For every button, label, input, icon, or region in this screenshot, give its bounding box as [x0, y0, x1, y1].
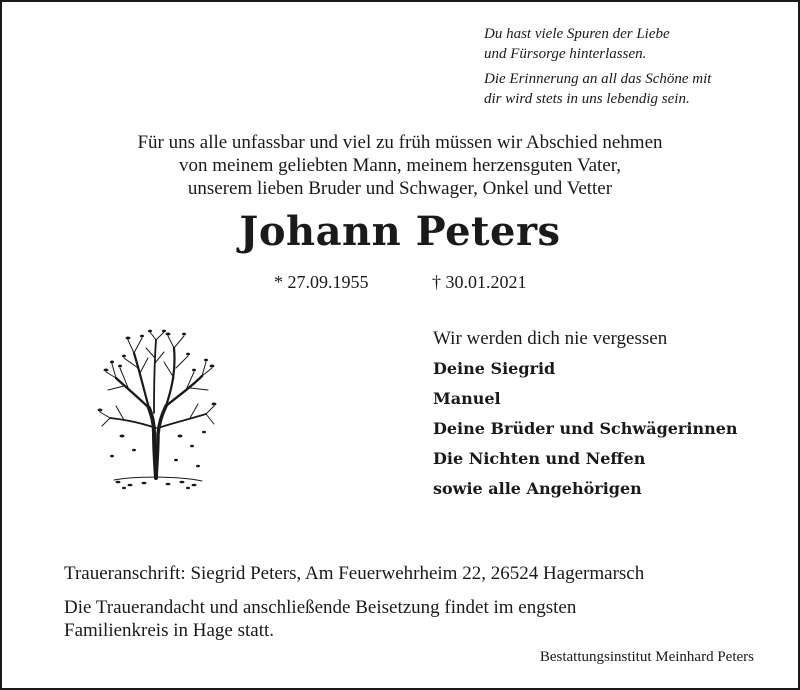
- deceased-name: Johann Peters: [239, 208, 561, 255]
- intro-line: Für uns alle unfassbar und viel zu früh müssen wir Abschied nehmen: [137, 132, 663, 153]
- birth-date: * 27.09.1955: [274, 272, 369, 292]
- memorial-poem: [484, 24, 784, 114]
- poem-line: Die Erinnerung an all das Schöne mit: [484, 71, 712, 87]
- mourner-name: sowie alle Angehörigen: [433, 479, 642, 498]
- poem-line: Du hast viele Spuren der Liebe: [484, 26, 670, 42]
- mourners-list: [433, 324, 793, 504]
- farewell-intro: [2, 131, 798, 200]
- poem-stanza-2: [484, 69, 784, 109]
- service-notice: [64, 596, 784, 642]
- funeral-home: Bestattungsinstitut Meinhard Peters: [539, 649, 754, 665]
- poem-line: dir wird stets in uns lebendig sein.: [484, 91, 690, 107]
- mourner-name: Deine Siegrid: [433, 359, 556, 378]
- service-line: Die Trauerandacht und anschließende Beisetzung findet im engsten: [64, 597, 577, 618]
- mourning-address: Traueranschrift: Siegrid Peters, Am Feuerwehrheim 22, 26524 Hagermarsch: [64, 563, 645, 584]
- service-line: Familienkreis in Hage statt.: [64, 620, 275, 641]
- intro-line: unserem lieben Bruder und Schwager, Onkel und Vetter: [187, 178, 613, 199]
- poem-line: und Fürsorge hinterlassen.: [484, 46, 647, 62]
- mourner-name: Die Nichten und Neffen: [433, 449, 646, 468]
- poem-stanza-1: [484, 24, 784, 64]
- mourners-lead: Wir werden dich nie vergessen: [433, 328, 668, 349]
- mourner-name: Manuel: [433, 389, 501, 408]
- death-date: † 30.01.2021: [432, 272, 527, 292]
- bare-tree-with-falling-leaves-icon: [94, 328, 219, 493]
- mourner-name: Deine Brüder und Schwägerinnen: [433, 419, 738, 438]
- intro-line: von meinem geliebten Mann, meinem herzensguten Vater,: [178, 155, 622, 176]
